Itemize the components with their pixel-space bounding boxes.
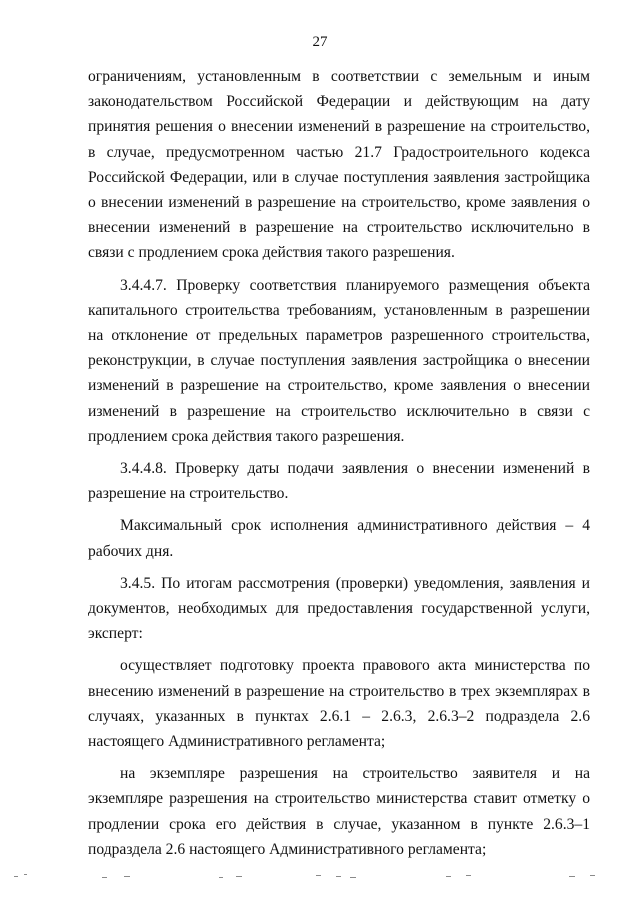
scan-dot	[219, 877, 223, 878]
scan-dot	[569, 876, 575, 877]
paragraph-3-4-5: 3.4.5. По итогам рассмотрения (проверки) уведомления, заявления и документов, необходимых для предоставления государственной услуги, эксперт:	[88, 574, 590, 643]
paragraph-max-term: Максимальный срок исполнения административного действия – 4 рабочих дня.	[88, 517, 590, 560]
paragraph-extension-mark: на экземпляре разрешения на строительство заявителя и на экземпляре разрешения на строительство министерства ставит отметку о продлении срока его действия в случае, указанном в пункте 2.6.3–1 подраздела 2.6 настоящего Административного регламента;	[88, 765, 590, 858]
scan-dot	[24, 874, 27, 875]
paragraph-3-4-4-7: 3.4.4.7. Проверку соответствия планируемого размещения объекта капитального строительства требованиям, установленным в разрешении на отклонение от предельных параметров разрешенного строительства, реконструкции, в случае поступления заявления застройщика о внесении изменений в разрешение на строительство, кроме заявления о внесении изменений в разрешение на строительство исключительно в связи с продлением срока действия такого разрешения.	[88, 276, 590, 445]
scan-dot	[466, 875, 471, 876]
scan-dot	[124, 876, 130, 877]
document-body	[88, 64, 590, 862]
scan-dot	[590, 875, 595, 876]
scan-dot	[14, 876, 18, 877]
paragraph-3-4-4-8: 3.4.4.8. Проверку даты подачи заявления о внесении изменений в разрешение на строительство.	[88, 460, 590, 503]
scan-dot	[236, 876, 242, 877]
page-number: 27	[312, 34, 328, 50]
scan-dot	[350, 877, 356, 878]
scan-dot	[316, 875, 321, 876]
scan-artifacts	[0, 872, 640, 892]
scan-dot	[336, 876, 341, 877]
paragraph-continuation: ограничениям, установленным в соответствии с земельным и иным законодательством Российской Федерации и действующим на дату принятия решения о внесении изменений в разрешение на строительство, в случае, предусмотренном частью 21.7 Градостроительного кодекса Российской Федерации, или в случае поступления заявления застройщика о внесении изменений в разрешение на строительство, кроме заявления о внесении изменений в разрешение на строительство исключительно в связи с продлением срока действия такого разрешения.	[88, 68, 590, 262]
scan-dot	[446, 876, 451, 877]
paragraph-prepares-draft: осуществляет подготовку проекта правового акта министерства по внесению изменений в разрешение на строительство в трех экземплярах в случаях, указанных в пунктах 2.6.1 – 2.6.3, 2.6.3–2 подраздела 2.6 настоящего Административного регламента;	[88, 657, 590, 751]
scan-dot	[102, 877, 107, 878]
